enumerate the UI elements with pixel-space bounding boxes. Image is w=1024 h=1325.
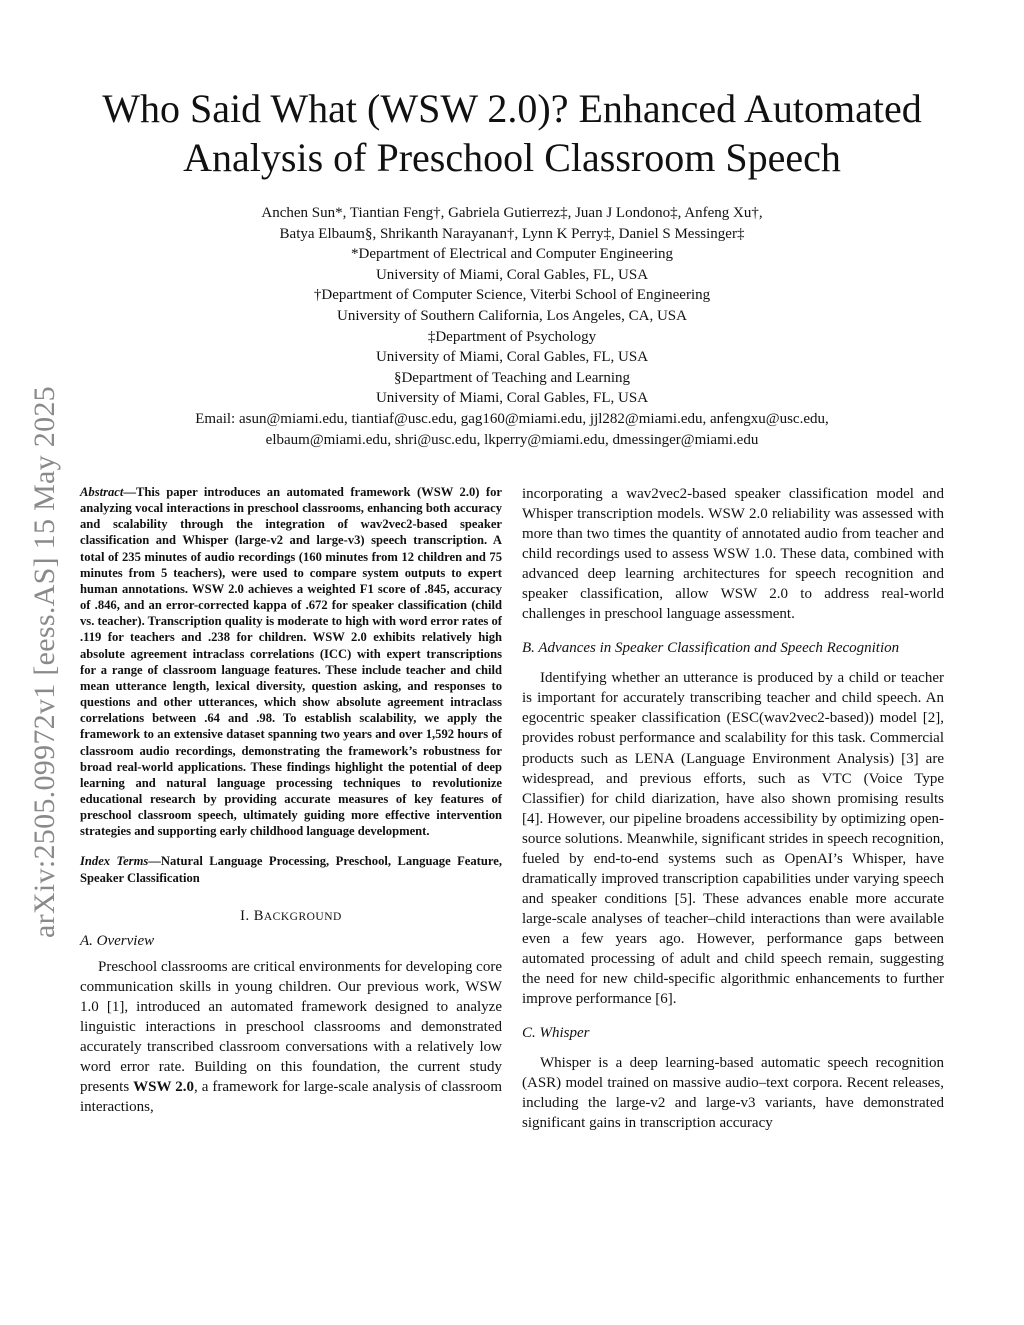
subsection-heading-advances: B. Advances in Speaker Classification and Speech Recognition bbox=[522, 640, 900, 657]
section-heading-rest: ACKGROUND bbox=[263, 910, 342, 923]
author-line-2: Batya Elbaum§, Shrikanth Narayanan†, Lynn K Perry‡, Daniel S Messinger‡ bbox=[279, 225, 745, 242]
section-heading-background bbox=[80, 908, 502, 925]
arxiv-identifier-stamp: arXiv:2505.09972v1 [eess.AS] 15 May 2025 bbox=[28, 386, 61, 938]
author-block bbox=[80, 203, 944, 450]
affiliation-1-dept: *Department of Electrical and Computer Engineering bbox=[351, 246, 673, 263]
advances-paragraph: Identifying whether an utterance is produced by a child or teacher is important for accurately transcribing teacher and child speech. An egocentric speaker classification (ESC(wav2vec2-based)) model [2], provides robust performance and scalability for this task. Commercial products such as LENA (Language Environment Analysis) [3] are widespread, and previous efforts, such as VTC (Voice Type Classifier) for child diarization, have also shown promising results [4]. However, our pipeline broadens accessibility by optimizing open-source solutions. Meanwhile, significant strides in speech recognition, fueled by end-to-end systems such as OpenAI’s Whisper, have dramatically improved transcription capabilities under varying speech and speaker conditions [5]. These advances enable more accurate large-scale analyses of teacher–child interactions than were available even a few years ago. However, performance gaps between automated processing of adult and child speech remain, suggesting the need for new child-specific algorithmic enhancements to further improve performance [6]. bbox=[522, 670, 944, 1008]
affiliation-2-univ: University of Southern California, Los Angeles, CA, USA bbox=[337, 307, 687, 324]
email-line-2: elbaum@miami.edu, shri@usc.edu, lkperry@miami.edu, dmessinger@miami.edu bbox=[265, 431, 759, 448]
affiliation-4-dept: §Department of Teaching and Learning bbox=[393, 369, 631, 386]
overview-paragraph bbox=[80, 957, 502, 1117]
title-line-2: Analysis of Preschool Classroom Speech bbox=[183, 135, 841, 180]
abstract-text: —This paper introduces an automated framework (WSW 2.0) for analyzing vocal interactions in preschool classrooms, enhancing both accuracy and scalability through the integration of wav2vec2-based speaker classification and Whisper (large-v2 and large-v3) speech transcription. A total of 235 minutes of audio recordings (160 minutes from 12 children and 75 minutes from 5 teachers), were used to compare system outputs to expert human annotations. WSW 2.0 achieves a weighted F1 score of .845, accuracy of .846, and an error-corrected kappa of .672 for speaker classification (child vs. teacher). Transcription quality is moderate to high with word error rates of .119 for teachers and .238 for children. WSW 2.0 exhibits relatively high absolute agreement intraclass correlations (ICC) with expert transcriptions for a range of classroom language features. These include teacher and child mean utterance length, lexical diversity, question asking, and responses to questions and other utterances, which show absolute agreement intraclass correlations between .64 and .98. To establish scalability, we apply the framework to an extensive dataset spanning two years and over 1,592 hours of classroom audio recordings, demonstrating the framework’s robustness for broad real-world applications. These findings highlight the potential of deep learning and natural language processing techniques to revolutionize educational research by providing accurate measures of key features of preschool classroom speech, ultimately guiding more effective intervention strategies and supporting early childhood language development. bbox=[80, 485, 502, 839]
index-terms bbox=[80, 853, 502, 885]
email-line-1: Email: asun@miami.edu, tiantiaf@usc.edu, gag160@miami.edu, jjl282@miami.edu, anfengxu@usc.edu, bbox=[195, 410, 829, 427]
overview-text-before: Preschool classrooms are critical environments for developing core communication skills in young children. Our previous work, WSW 1.0 [1], introduced an automated framework designed to analyze linguistic interactions in preschool classrooms and demonstrated accurately transcribed classroom conversations with a relatively low word error rate. Building on this foundation, the current study presents bbox=[80, 958, 502, 1096]
overview-text-after: , a framework for large-scale analysis of classroom interactions, bbox=[80, 1079, 502, 1116]
section-heading-numeral: I. B bbox=[240, 907, 264, 924]
abstract-label: Abstract bbox=[80, 485, 124, 499]
paper-title bbox=[80, 84, 944, 182]
index-terms-label: Index Terms bbox=[80, 854, 149, 869]
subsection-heading-whisper: C. Whisper bbox=[522, 1025, 590, 1042]
overview-paragraph-continued: incorporating a wav2vec2-based speaker classification model and Whisper transcription models. WSW 2.0 reliability was assessed with more than two times the quantity of annotated audio from teacher and child recordings used to assess WSW 1.0. These data, combined with advanced deep learning architectures for speech recognition and speaker classification, allow WSW 2.0 to address real-world challenges in preschool language assessment. bbox=[522, 486, 944, 623]
whisper-paragraph: Whisper is a deep learning-based automatic speech recognition (ASR) model trained on massive audio–text corpora. Recent releases, including the large-v2 and large-v3 variants, have demonstrated significant gains in transcription accuracy bbox=[522, 1055, 944, 1132]
subsection-heading-overview: A. Overview bbox=[80, 932, 155, 949]
abstract bbox=[80, 484, 502, 839]
overview-bold-wsw: WSW 2.0 bbox=[133, 1079, 194, 1096]
affiliation-2-dept: †Department of Computer Science, Viterbi School of Engineering bbox=[313, 287, 711, 304]
affiliation-4-univ: University of Miami, Coral Gables, FL, USA bbox=[375, 390, 649, 407]
author-line-1: Anchen Sun*, Tiantian Feng†, Gabriela Gutierrez‡, Juan J Londono‡, Anfeng Xu†, bbox=[261, 205, 763, 221]
affiliation-3-univ: University of Miami, Coral Gables, FL, USA bbox=[375, 349, 649, 366]
title-line-1: Who Said What (WSW 2.0)? Enhanced Automated bbox=[102, 86, 922, 131]
index-terms-text: —Natural Language Processing, Preschool, Language Feature, Speaker Classification bbox=[80, 854, 502, 885]
right-column bbox=[522, 484, 944, 1133]
left-column bbox=[80, 484, 502, 1117]
affiliation-3-dept: ‡Department of Psychology bbox=[427, 328, 597, 345]
affiliation-1-univ: University of Miami, Coral Gables, FL, USA bbox=[375, 266, 649, 283]
